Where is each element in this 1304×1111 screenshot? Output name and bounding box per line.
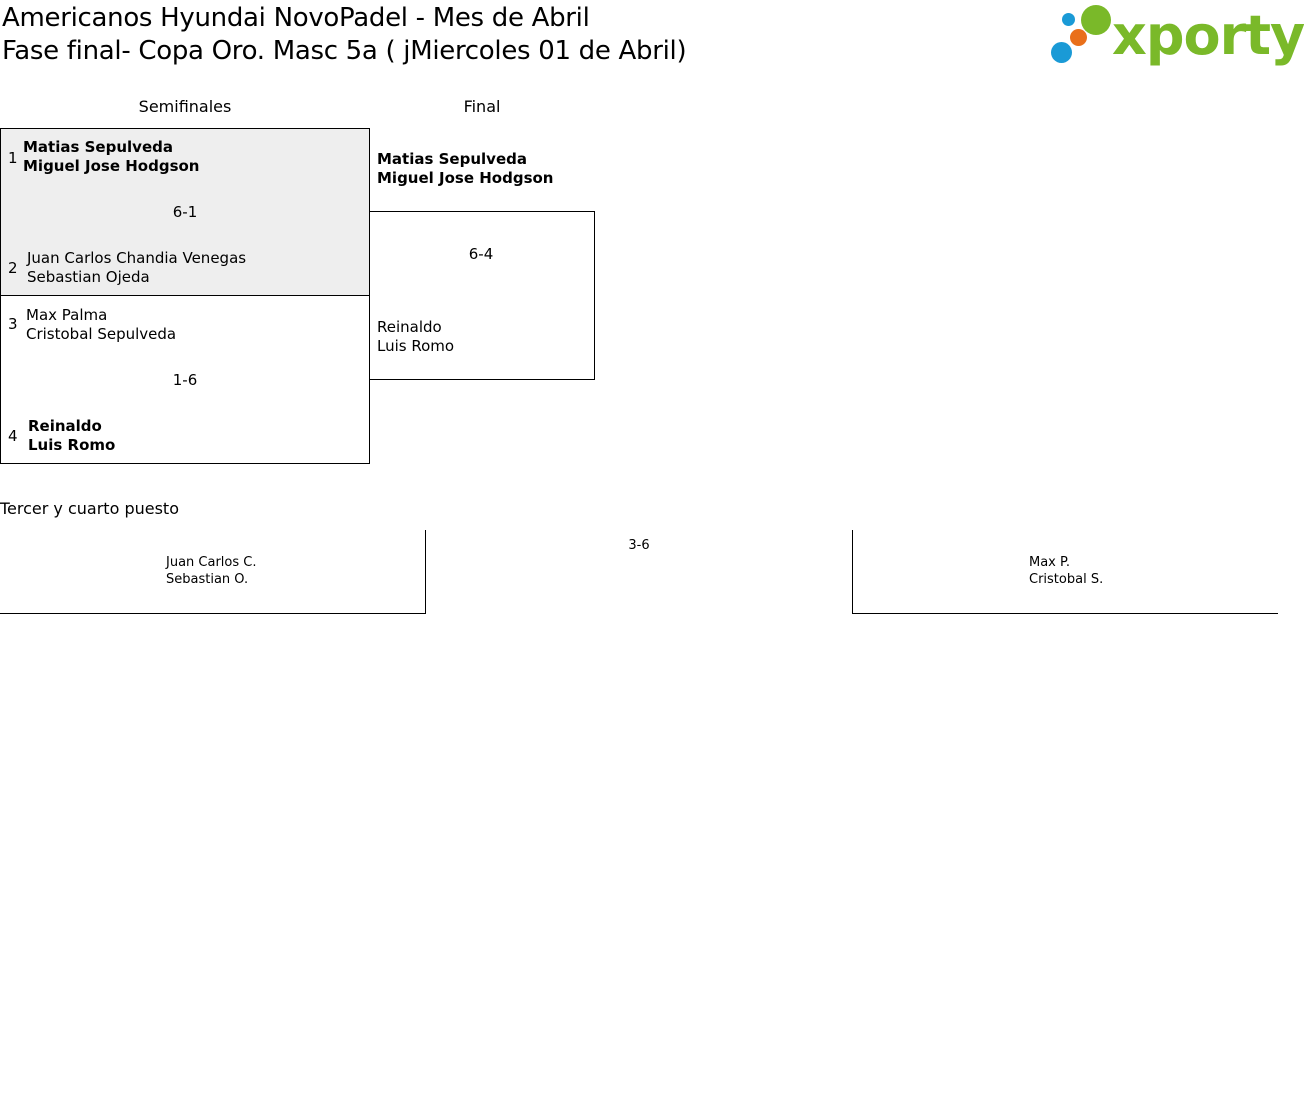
logo-dot-blue-bottom-icon	[1051, 42, 1072, 63]
third-place-team-right-player-1: Max P.	[1029, 555, 1070, 570]
third-place-team-right-player-2: Cristobal S.	[1029, 572, 1104, 587]
divider	[425, 530, 426, 614]
seed-number: 2	[8, 259, 18, 277]
team-player-1: Max Palma	[26, 306, 108, 324]
match-score: 1-6	[172, 371, 198, 389]
third-place-team-left-player-1: Juan Carlos C.	[166, 555, 257, 570]
round-header-semifinales: Semifinales	[138, 97, 232, 116]
third-place-title: Tercer y cuarto puesto	[0, 499, 179, 518]
team-player-1: Juan Carlos Chandia Venegas	[27, 249, 247, 267]
seed-number: 4	[8, 427, 18, 445]
team-player-2: Miguel Jose Hodgson	[23, 157, 200, 175]
third-place-team-left-player-2: Sebastian O.	[166, 572, 249, 587]
semifinal-match-1[interactable]	[0, 128, 370, 296]
seed-number: 1	[8, 149, 18, 167]
logo-dot-blue-top-icon	[1062, 13, 1075, 26]
final-team-top-player-2: Miguel Jose Hodgson	[377, 169, 554, 187]
team-player-2: Cristobal Sepulveda	[26, 325, 177, 343]
logo-dot-green-icon	[1081, 5, 1111, 35]
final-team-bottom-player-2: Luis Romo	[377, 337, 455, 355]
seed-number: 3	[8, 315, 18, 333]
third-place-score: 3-6	[628, 538, 650, 553]
team-player-1: Matias Sepulveda	[23, 138, 173, 156]
divider	[852, 613, 1278, 614]
final-match[interactable]	[369, 211, 595, 380]
logo-text: xporty	[1112, 4, 1304, 67]
page-subtitle: Fase final- Copa Oro. Masc 5a ( jMiercoles 01 de Abril)	[2, 36, 687, 66]
team-player-2: Sebastian Ojeda	[27, 268, 150, 286]
round-header-final: Final	[463, 97, 501, 116]
semifinal-match-2[interactable]	[0, 295, 370, 464]
final-team-bottom-player-1: Reinaldo	[377, 318, 442, 336]
logo-dot-orange-icon	[1070, 29, 1087, 46]
team-player-2: Luis Romo	[28, 436, 116, 454]
match-score: 6-1	[172, 203, 198, 221]
third-place-match[interactable]	[0, 530, 1278, 614]
final-team-top-player-1: Matias Sepulveda	[377, 150, 527, 168]
divider	[852, 530, 853, 614]
divider	[0, 613, 426, 614]
match-score: 6-4	[468, 245, 494, 263]
xporty-logo[interactable]	[1050, 4, 1304, 68]
page-title: Americanos Hyundai NovoPadel - Mes de Abril	[2, 3, 590, 33]
team-player-1: Reinaldo	[28, 417, 102, 435]
